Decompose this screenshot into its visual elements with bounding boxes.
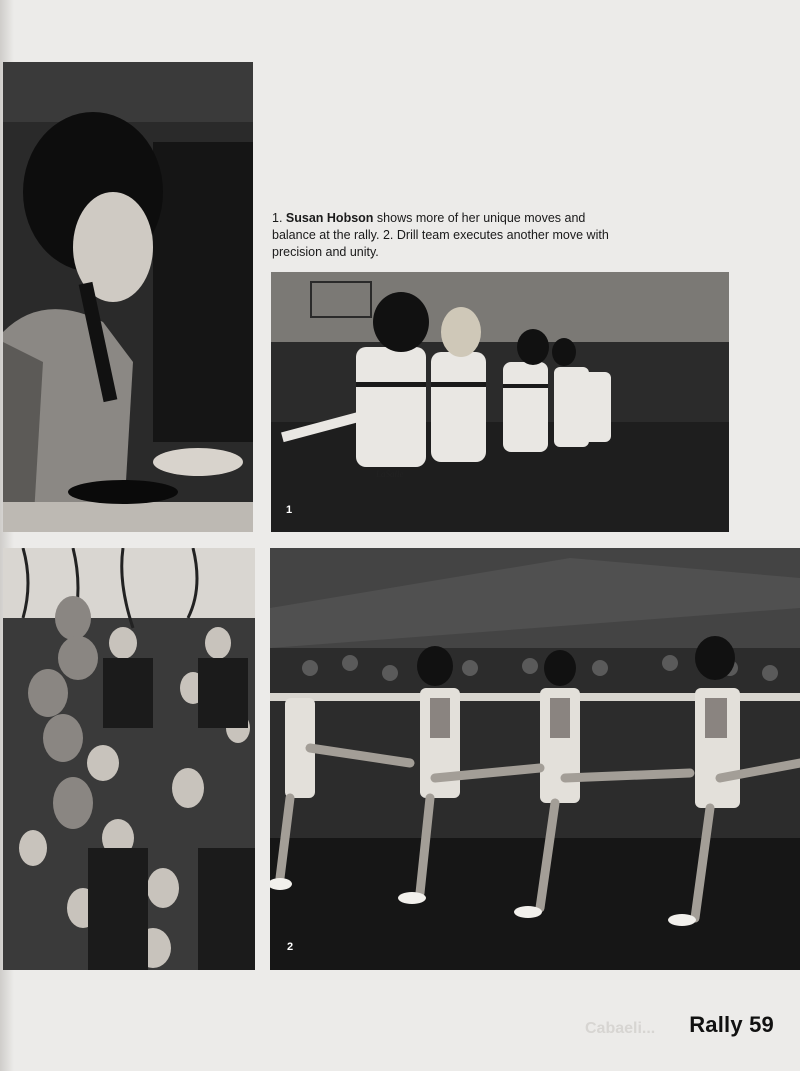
sweater-emblem: LaSalle — [376, 469, 404, 479]
photo-crowd-with-balloons — [3, 548, 255, 970]
photo-drill-team-line — [271, 272, 729, 532]
bleed-through-text: Cabaeli... — [585, 1020, 656, 1037]
photo-caption — [272, 210, 632, 261]
page-folio — [689, 1012, 774, 1038]
photo-drill-team-kickline — [270, 548, 800, 970]
photo-speaker-at-podium — [3, 62, 253, 532]
folio-page-number: 59 — [749, 1012, 774, 1037]
photo-number-2: 2 — [287, 941, 294, 953]
caption-subject-name: Susan Hobson — [285, 211, 374, 225]
photo-number-1: 1 — [286, 504, 293, 516]
caption-text-2: Drill team executes another move with precision and unity. — [272, 228, 609, 259]
caption-number-1: 1. — [272, 211, 283, 225]
caption-number-2: 2. — [382, 228, 394, 242]
folio-section: Rally — [689, 1012, 743, 1037]
caption-text-1: shows more of her unique moves and balance at the rally. — [272, 211, 586, 242]
